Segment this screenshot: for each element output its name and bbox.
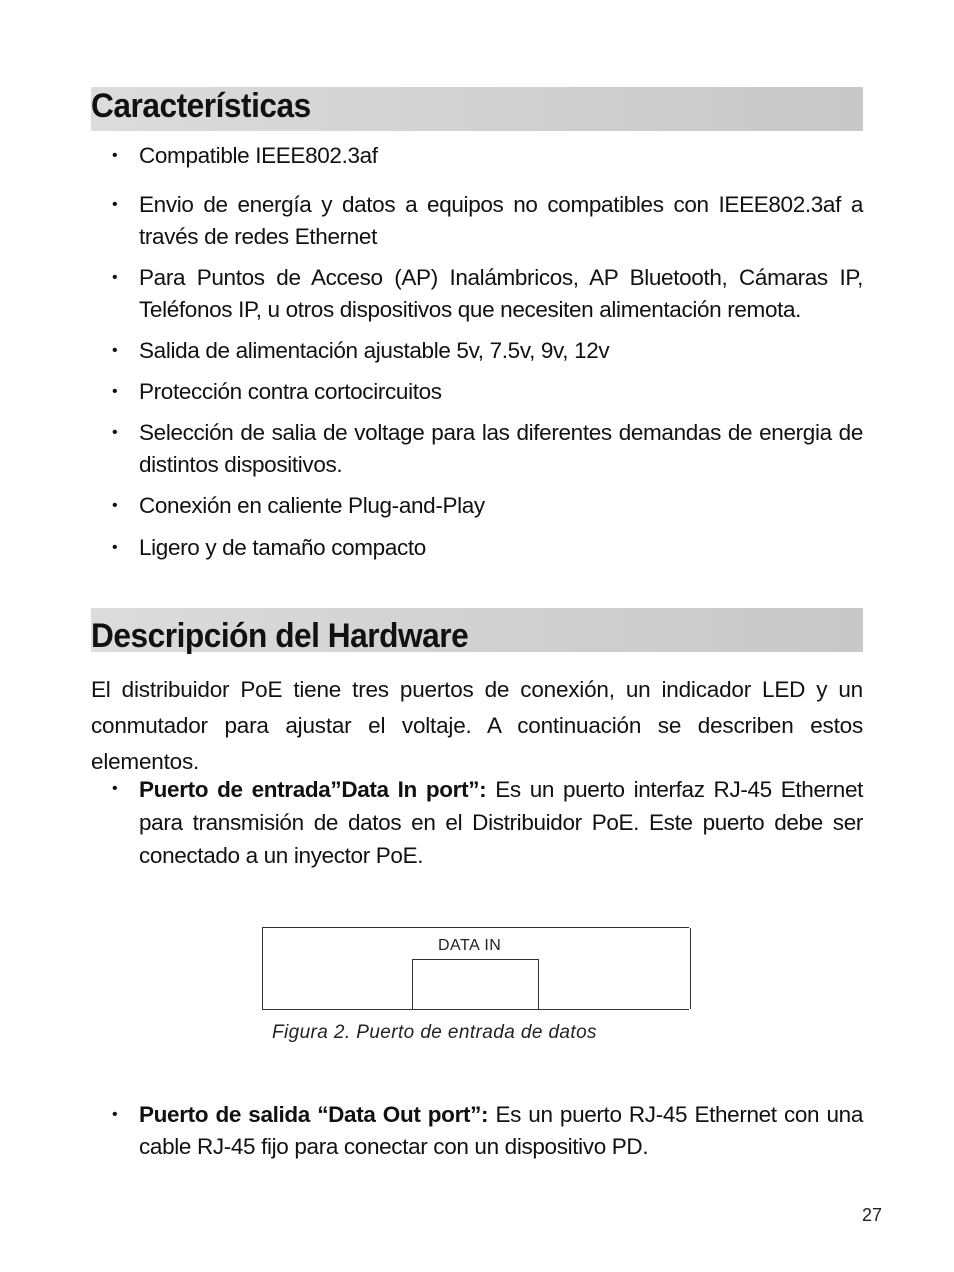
hardware-intro: El distribuidor PoE tiene tres puertos de conexión, un indicador LED y un conmutador para ajustar el voltaje. A continuación se describen estos elementos. <box>91 677 863 774</box>
data-in-label: Puerto de entrada”Data In port”: <box>139 777 487 802</box>
feature-text: Compatible IEEE802.3af <box>139 143 378 168</box>
data-in-port-diagram <box>262 927 689 1010</box>
bullet-icon: • <box>112 196 118 213</box>
bullet-icon: • <box>112 383 118 400</box>
bullet-icon: • <box>112 147 118 164</box>
bullet-icon: • <box>112 497 118 514</box>
page-number: 27 <box>862 1205 883 1225</box>
data-in-text: Es un puerto interfaz RJ-45 Ethernet para transmisión de datos en el Distribuidor PoE. Este puerto debe ser conectado a un inyector PoE. <box>139 777 864 868</box>
data-out-description <box>139 1099 863 1163</box>
data-out-label: Puerto de salida “Data Out port”: <box>139 1102 489 1127</box>
feature-text: Envio de energía y datos a equipos no compatibles con IEEE802.3af a través de redes Ethernet <box>139 192 863 249</box>
bullet-icon: • <box>112 424 118 441</box>
feature-text: Ligero y de tamaño compacto <box>139 535 426 560</box>
feature-text: Protección contra cortocircuitos <box>139 379 442 404</box>
bullet-icon: • <box>112 342 118 359</box>
data-out-text: Es un puerto RJ-45 Ethernet con una cable RJ-45 fijo para conectar con un dispositivo PD. <box>139 1102 863 1159</box>
data-in-description <box>139 773 863 872</box>
feature-text: Para Puntos de Acceso (AP) Inalámbricos, AP Bluetooth, Cámaras IP, Teléfonos IP, u otros dispositivos que necesiten alimentación remota. <box>139 265 863 322</box>
bullet-icon: • <box>112 780 118 797</box>
feature-text: Salida de alimentación ajustable 5v, 7.5v, 9v, 12v <box>139 338 610 363</box>
rj45-port-icon <box>412 959 539 1009</box>
figure-caption: Figura 2. Puerto de entrada de datos <box>272 1022 597 1043</box>
bullet-icon: • <box>112 1106 118 1123</box>
feature-text: Selección de salia de voltage para las diferentes demandas de energia de distintos dispositivos. <box>139 420 863 477</box>
port-label: DATA IN <box>438 937 502 954</box>
features-heading: Características <box>91 87 311 125</box>
bullet-icon: • <box>112 539 118 556</box>
feature-text: Conexión en caliente Plug-and-Play <box>139 493 485 518</box>
bullet-icon: • <box>112 269 118 286</box>
hardware-heading: Descripción del Hardware <box>91 617 469 655</box>
